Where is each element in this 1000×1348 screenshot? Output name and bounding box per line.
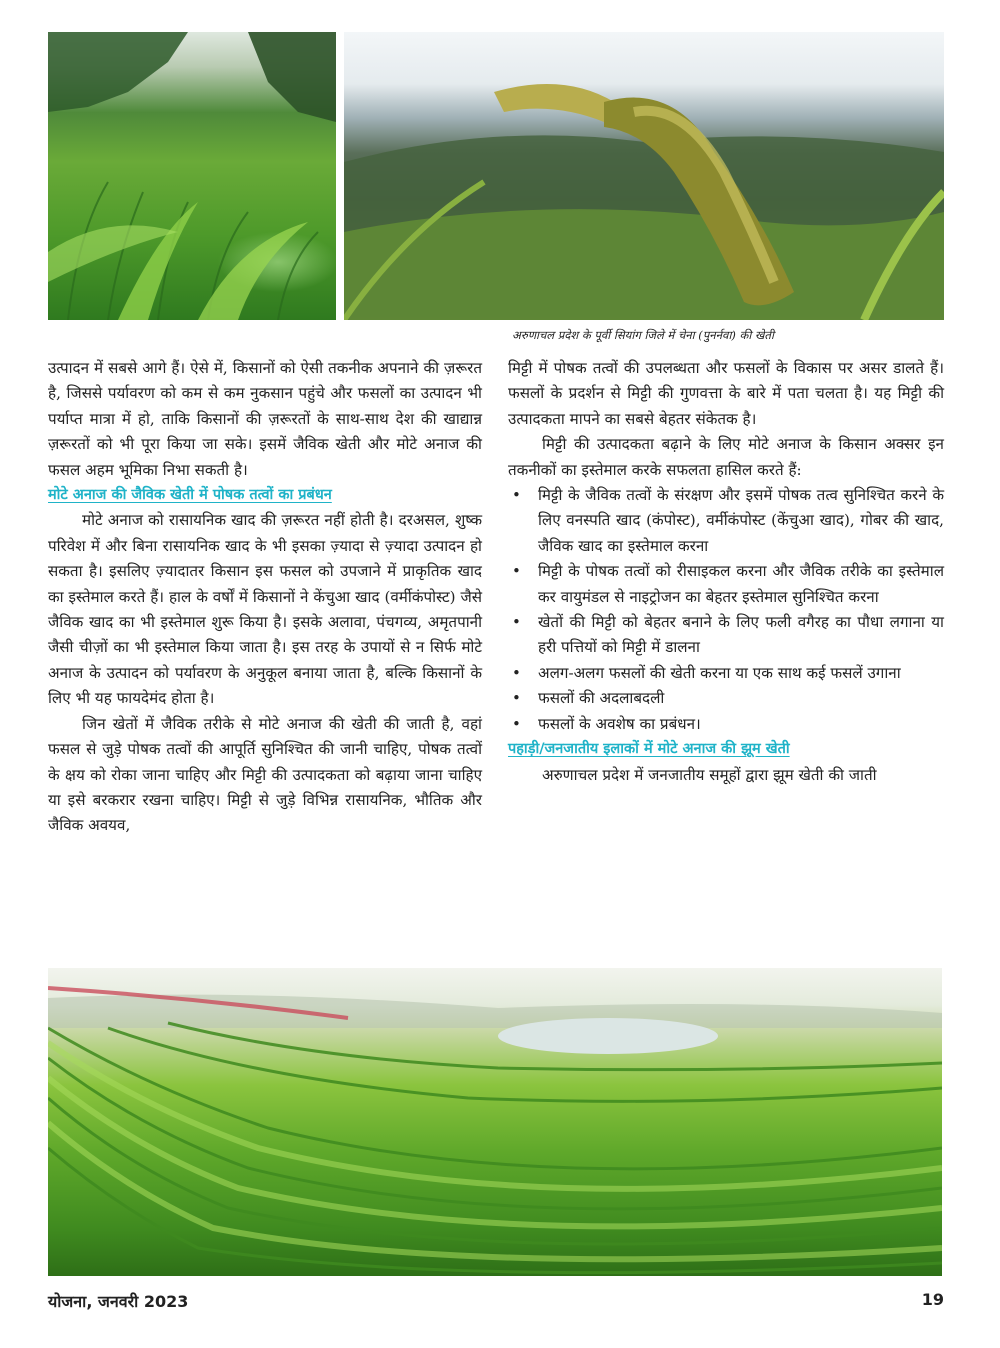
bullet-icon: •: [512, 689, 521, 708]
paragraph: उत्पादन में सबसे आगे हैं। ऐसे में, किसानों को ऐसी तकनीक अपनाने की ज़रूरत है, जिससे पर्यावरण को कम से कम नुकसान पहुंचे और फसलों का उत्पादन भी पर्याप्त मात्रा में हो, ताकि किसानों की ज़रूरतों के साथ-साथ देश की खाद्यान्न ज़रूरतों को भी पूरा किया जा सके। इसमें जैविक खेती और मोटे अनाज की फसल अहम भूमिका निभा सकती है।: [48, 359, 482, 479]
bullet-icon: •: [512, 714, 521, 733]
bullet-list: [508, 483, 944, 737]
left-column: [48, 356, 482, 839]
bullet-icon: •: [512, 486, 521, 505]
paragraph: मोटे अनाज को रासायनिक खाद की ज़रूरत नहीं होती है। दरअसल, शुष्क परिवेश में और बिना रासायनिक खाद के भी इसका ज़्यादा से ज़्यादा उत्पादन हो सकता है। इसलिए ज़्यादातर किसान इस फसल को उपजाने में प्राकृतिक खाद का इस्तेमाल करते हैं। हाल के वर्षों में किसानों ने केंचुआ खाद (वर्मीकंपोस्ट) जैसे जैविक खाद का भी इस्तेमाल शुरू किया है। इसके अलावा, पंचगव्य, अमृतपानी जैसी चीज़ों का भी इस्तेमाल किया जाता है। इस तरह के उपायों से न सिर्फ मोटे अनाज के उत्पादन को पर्यावरण के अनुकूल बनाया जाता है, बल्कि किसानों के लिए भी यह फायदेमंद होता है।: [48, 511, 482, 708]
list-item: • खेतों की मिट्टी को बेहतर बनाने के लिए फली वगैरह का पौधा लगाना या हरी पत्तियों को मिट्टी में डालना: [508, 610, 944, 661]
photo-millet-crop: [344, 32, 944, 320]
footer-publication: योजना, जनवरी 2023: [48, 1292, 189, 1311]
paragraph: अरुणाचल प्रदेश में जनजातीय समूहों द्वारा झूम खेती की जाती: [542, 765, 877, 784]
paragraph: जिन खेतों में जैविक तरीके से मोटे अनाज की खेती की जाती है, वहां फसल से जुड़े पोषक तत्वों की आपूर्ति सुनिश्चित की जानी चाहिए, पोषक तत्वों के क्षय को रोका जाना चाहिए और मिट्टी की उत्पादकता को बढ़ाया जाना चाहिए या इसे बरकरार रखना चाहिए। मिट्टी से जुड़े विभिन्न रासायनिक, भौतिक और जैविक अवयव,: [48, 714, 482, 835]
right-column: [508, 356, 944, 788]
list-item: • फसलों की अदलाबदली: [508, 686, 944, 711]
bullet-icon: •: [512, 562, 521, 581]
paragraph: मिट्टी में पोषक तत्वों की उपलब्धता और फसलों के विकास पर असर डालते हैं। फसलों के प्रदर्शन से मिट्टी की गुणवत्ता के बारे में पता चलता है। यह मिट्टी की उत्पादकता मापने का सबसे बेहतर संकेतक है।: [508, 359, 944, 428]
page-number: 19: [921, 1290, 944, 1309]
bullet-icon: •: [512, 613, 521, 632]
photo-terraced-fields: [48, 968, 942, 1276]
list-item: • अलग-अलग फसलों की खेती करना या एक साथ कई फसलें उगाना: [508, 661, 944, 686]
bullet-icon: •: [512, 663, 521, 682]
list-item: • मिट्टी के पोषक तत्वों को रीसाइकल करना और जैविक तरीके का इस्तेमाल कर वायुमंडल से नाइट्रोजन का बेहतर इस्तेमाल सुनिश्चित करना: [508, 559, 944, 610]
section-heading: पहाड़ी/जनजातीय इलाकों में मोटे अनाज की झूम खेती: [508, 741, 790, 758]
list-item: • फसलों के अवशेष का प्रबंधन।: [508, 712, 944, 737]
list-item: • मिट्टी के जैविक तत्वों के संरक्षण और इसमें पोषक तत्व सुनिश्चित करने के लिए वनस्पति खाद (कंपोस्ट), वर्मीकंपोस्ट (केंचुआ खाद), गोबर की खाद, जैविक खाद का इस्तेमाल करना: [508, 483, 944, 559]
paragraph: मिट्टी की उत्पादकता बढ़ाने के लिए मोटे अनाज के किसान अक्सर इन तकनीकों का इस्तेमाल करके सफलता हासिल करते हैं:: [508, 435, 944, 479]
photo-caption: अरुणाचल प्रदेश के पूर्वी सियांग जिले में चेना (पुनर्नवा) की खेती: [512, 328, 774, 342]
section-heading: मोटे अनाज की जैविक खेती में पोषक तत्वों का प्रबंधन: [48, 487, 332, 504]
photo-crop-field: [48, 32, 336, 320]
